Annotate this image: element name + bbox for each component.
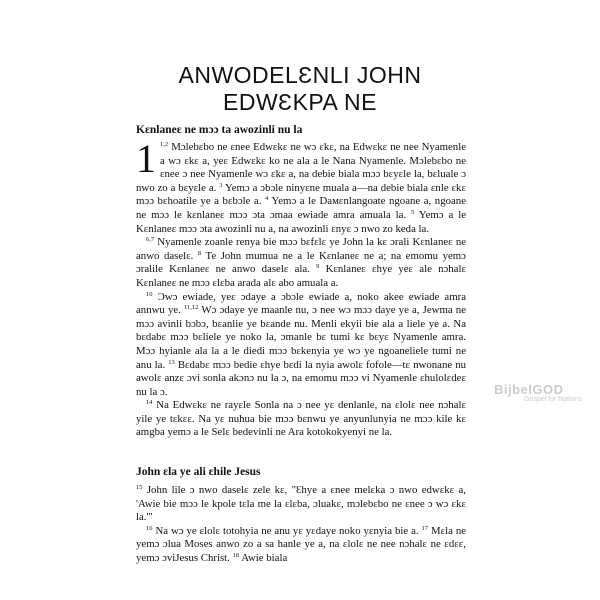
verse-number: 8: [197, 249, 202, 257]
paragraph: [136, 136, 466, 236]
verse-number: 11,12: [184, 304, 199, 312]
verse-text: Yemɔ a ɔbɔle ninyɛne muala a—na debie biala ɛnle ɛkɛ mɔɔ bɛhoatile ye a bɛbɔle a.: [136, 181, 466, 208]
verse-number: 1,2: [160, 141, 169, 148]
verse-text: Na Edwɛkɛ ne rayɛle Sonla na ɔ nee yɛ denlanle, na ɛlolɛ nee nɔhalɛ yile ye tɛkɛɛ. Na yɛ nuhua bie mɔɔ bɛnwu ye anyunlunyia ne mɔɔ kile kɛ amgba yemɔ a le Selɛ bedevinli ne Ara kotokokyenyi ne la.: [136, 399, 466, 439]
section-2-text: [136, 484, 466, 566]
watermark-tagline: Gospel for Nations: [524, 396, 582, 403]
chapter-number: 1: [136, 136, 156, 181]
verse-text: Ɔwɔ ewiade, yeɛ ɔdaye a ɔbɔle ewiade a, noko akee ewiade amra annwu ye.: [136, 290, 466, 317]
verse-text: Na wɔ ye ɛlolɛ totohyia ne anu yɛ yɛdaye noko yɛnyia bie a.: [155, 524, 419, 537]
section-heading-1: Kɛnlaneɛ ne mɔɔ ta awozinli nu la: [136, 124, 303, 136]
verse-text: Nyamenle zoanle renya bie mɔɔ bɛfɛlɛ ye John la kɛ ɔrali Kɛnlaneɛ ne anwo daselɛ.: [136, 236, 467, 262]
verse-number: 18: [232, 551, 240, 559]
section-1-text: [136, 136, 467, 440]
book-title-line-2: EDWƐKPA NE: [223, 89, 377, 115]
verse-number: 16: [146, 524, 153, 532]
book-title-line-1: ANWODELƐNLI JOHN: [178, 62, 422, 88]
paragraph: [136, 484, 466, 525]
verse-number: 6,7: [146, 236, 155, 244]
verse-text: Awie biala: [241, 551, 288, 564]
verse-text: Kɛnlaneɛ ɛhye yeɛ ale nɔhalɛ Kɛnlaneɛ ne mɔɔ ɛlɛba arada alɛ abo amuala a.: [136, 263, 467, 289]
paragraph: [136, 525, 466, 566]
verse-number: 14: [146, 399, 153, 407]
book-title: [120, 62, 480, 116]
verse-number: 15: [136, 484, 143, 491]
verse-text: Mɔlebɛbo ne ɛnee Edwɛkɛ ne wɔ ɛkɛ, na Edwɛkɛ ne nee Nyamenle a wɔ ɛkɛ a, yeɛ Edwɛkɛ ko ne ala a le Nana Nyamenle. Mɔlebɛbo ne ɛnee ɔ nee Nyamenle wɔ ɛkɛ a, na debie biala mɔɔ bɛyɛle la, bɛluale ɔ nwo zo a bɛyɛle a.: [136, 141, 466, 194]
watermark-brand: BijbelGOD: [494, 382, 564, 397]
verse-text: Yemɔ a le Daмɛnlangoate ngoane a, ngoane ne mɔɔ le kɛnlaneɛ mɔɔ ɔta ɔmaa ewiade amra amuala la.: [136, 195, 466, 221]
verse-text: Bɛdabɛ mɔɔ bedie ɛhye bɛdi la nyia awolɛ fofole—tɛ nwonane nu awolɛ anzɛ ɔvi sonla akɔnɔ nu la ɔ, na emomu mɔɔ vi Nyamenle ɛhulolɛdeɛ nu la ɔ.: [136, 358, 467, 398]
verse-text: Yemɔ a le Kɛnlaneɛ mɔɔ ɔta awozinli nu a, na awozinli ɛnyɛ ɔ nwo zo keda la.: [136, 208, 466, 235]
paragraph: [136, 291, 466, 400]
verse-number: 10: [146, 290, 153, 298]
verse-number: 4: [265, 195, 269, 203]
verse-number: 17: [421, 524, 429, 532]
verse-text: John lile ɔ nwo daselɛ zele kɛ, "Ɛhye a ɛnee melɛka ɔ nwo edwɛkɛ a, 'Awie bie mɔɔ le kpole tɛla me la ɛlɛba, ɔluakɛ, mɔlebɛbo ne ɛnee ɔ wɔ ɛkɛ la.'": [136, 484, 466, 524]
verse-number: 3: [219, 181, 223, 189]
verse-text: Mɛla ne yemɔ ɔlua Moses anwo zo a sa hanle ye a, na ɛlolɛ ne nee nɔhalɛ ne ɛdɛɛ, yemɔ ɔviJesus Christ.: [136, 524, 467, 564]
section-heading-2: John ɛla ye ali ɛhile Jesus: [136, 466, 261, 478]
verse-number: 13: [168, 358, 175, 366]
paragraph: [136, 236, 466, 290]
verse-number: 9: [316, 263, 320, 271]
verse-text: Wɔ ɔdaye ye maanle nu, ɔ nee wɔ mɔɔ daye ye a, Jewma ne mɔɔ avinli bɔbɔ, bɛanlie ye bɛande nu. Menli ekyii bie ala a liele ye a. Na bɛdabɛ mɔɔ bɛliele ye noko la, ɔmanle bɛ tumi kɛ bɛyɛ Nyamenle amra. Mɔɔ hyianle ala la a le diedi mɔɔ bɛkenyia ye wɔ ye ngoaneliele tumi ne anu la.: [136, 304, 466, 371]
verse-text: Te John mumua ne a le Kɛnlaneɛ ne a; na emomu yemɔ ɔralile Kɛnlaneɛ ne anwo daselɛ ala.: [136, 249, 466, 276]
paragraph: [136, 399, 466, 440]
verse-number: 5: [411, 208, 415, 216]
